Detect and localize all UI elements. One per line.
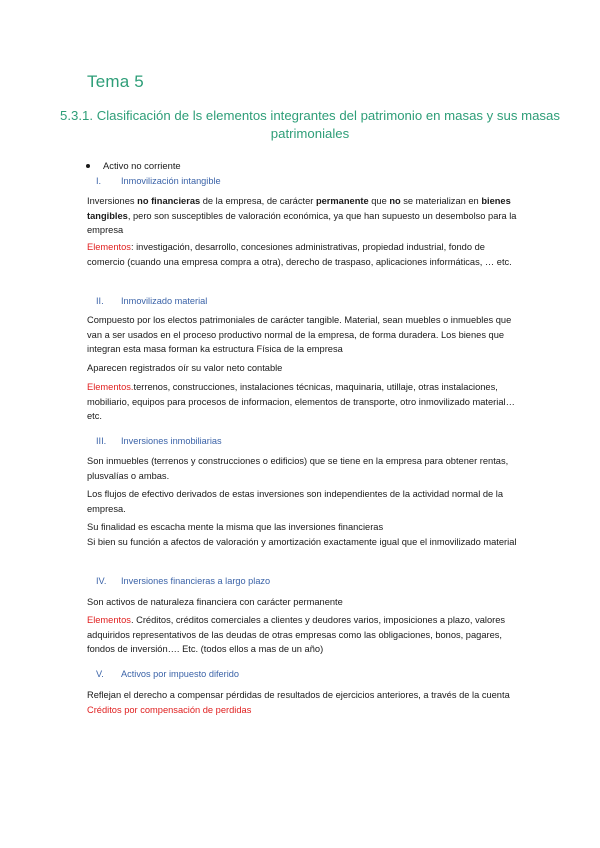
section-heading-3	[96, 436, 222, 446]
paragraph: Son activos de naturaleza financiera con carácter permanente	[87, 597, 343, 607]
section-title: Inmovilización intangible	[121, 176, 221, 186]
paragraph	[87, 688, 517, 717]
paragraph: Los flujos de efectivo derivados de estas inversiones son independientes de la actividad normal de la empresa.	[87, 489, 504, 514]
section-heading-5	[96, 669, 239, 679]
section-number: III.	[96, 436, 107, 446]
text: Si bien su función a afectos de valoración y amortización exactamente igual que el inmovilizado material	[87, 536, 517, 547]
section-heading-2	[96, 296, 207, 306]
paragraph	[87, 240, 517, 269]
bold-text: no financieras	[137, 196, 201, 206]
paragraph	[87, 520, 517, 549]
elements-label: Elementos	[87, 615, 131, 625]
text: : investigación, desarrollo, concesiones administrativas, propiedad industrial, fondo de comercio (cuando una empresa compra a otra), derecho de traspaso, aplicaciones informáticas, … etc.	[87, 242, 512, 267]
page-title: Tema 5	[87, 72, 144, 91]
section-heading-4	[96, 576, 270, 586]
bullet-label: Activo no corriente	[103, 160, 181, 171]
elements-label: Elementos	[87, 242, 131, 252]
section-title: Inmovilizado material	[121, 296, 208, 306]
paragraph: Aparecen registrados oír su valor neto contable	[87, 363, 283, 373]
section-subtitle: 5.3.1. Clasificación de ls elementos integrantes del patrimonio en masas y sus masas patrimoniales	[60, 108, 560, 141]
text: Inversiones	[87, 196, 138, 206]
text: que	[368, 196, 390, 206]
text: . Créditos, créditos comerciales a clientes y deudores varios, imposiciones a plazo, valores adquiridos representativos de las deudas de otras empresas como las obligaciones, bonos, pagares, fondos de inversión…. Etc. (todos ellos a mas de un año)	[87, 615, 506, 655]
text: de la empresa, de carácter	[200, 196, 316, 206]
section-number: II.	[96, 296, 104, 306]
bullet-item	[86, 160, 181, 171]
paragraph: Son inmuebles (terrenos y construcciones o edificios) que se tiene en la empresa para obtener rentas, plusvalías o ambas.	[87, 456, 509, 481]
text: Su finalidad es escacha mente la misma que las inversiones financieras	[87, 522, 384, 532]
paragraph	[87, 613, 517, 657]
bold-text: bienes tangibles	[87, 196, 511, 221]
section-heading-1	[96, 176, 221, 186]
paragraph	[87, 194, 517, 238]
paragraph	[87, 380, 517, 424]
text: se materializan en	[400, 196, 482, 206]
text: Reflejan el derecho a compensar pérdidas de resultados de ejercicios anteriores, a través de la cuenta	[87, 690, 510, 700]
section-number: IV.	[96, 576, 107, 586]
section-number: V.	[96, 669, 104, 679]
text: , pero son susceptibles de valoración económica, ya que han supuesto un desembolso para la empresa	[87, 210, 517, 236]
account-name: Créditos por compensación de perdidas	[87, 704, 252, 715]
bold-text: no	[389, 196, 401, 206]
section-number: I.	[96, 176, 102, 186]
text: terrenos, construcciones, instalaciones técnicas, maquinaria, utillaje, otras instalaciones, mobiliario, equipos para procesos de informacion, elementos de transporte, otro inmovilizado material…etc.	[87, 382, 515, 422]
paragraph: Compuesto por los electos patrimoniales de carácter tangible. Material, sean muebles o inmuebles que van a ser usados en el proceso productivo normal de la empresa, de forma duradera. Los bienes que integran esta masa forman ka estructura Física de la empresa	[87, 315, 512, 355]
section-title: Inversiones inmobiliarias	[121, 436, 222, 446]
elements-label: Elementos.	[87, 382, 134, 392]
section-title: Inversiones financieras a largo plazo	[121, 576, 271, 586]
bold-text: permanente	[315, 196, 369, 206]
bullet-icon	[86, 164, 90, 168]
section-title: Activos por impuesto diferido	[121, 669, 239, 679]
